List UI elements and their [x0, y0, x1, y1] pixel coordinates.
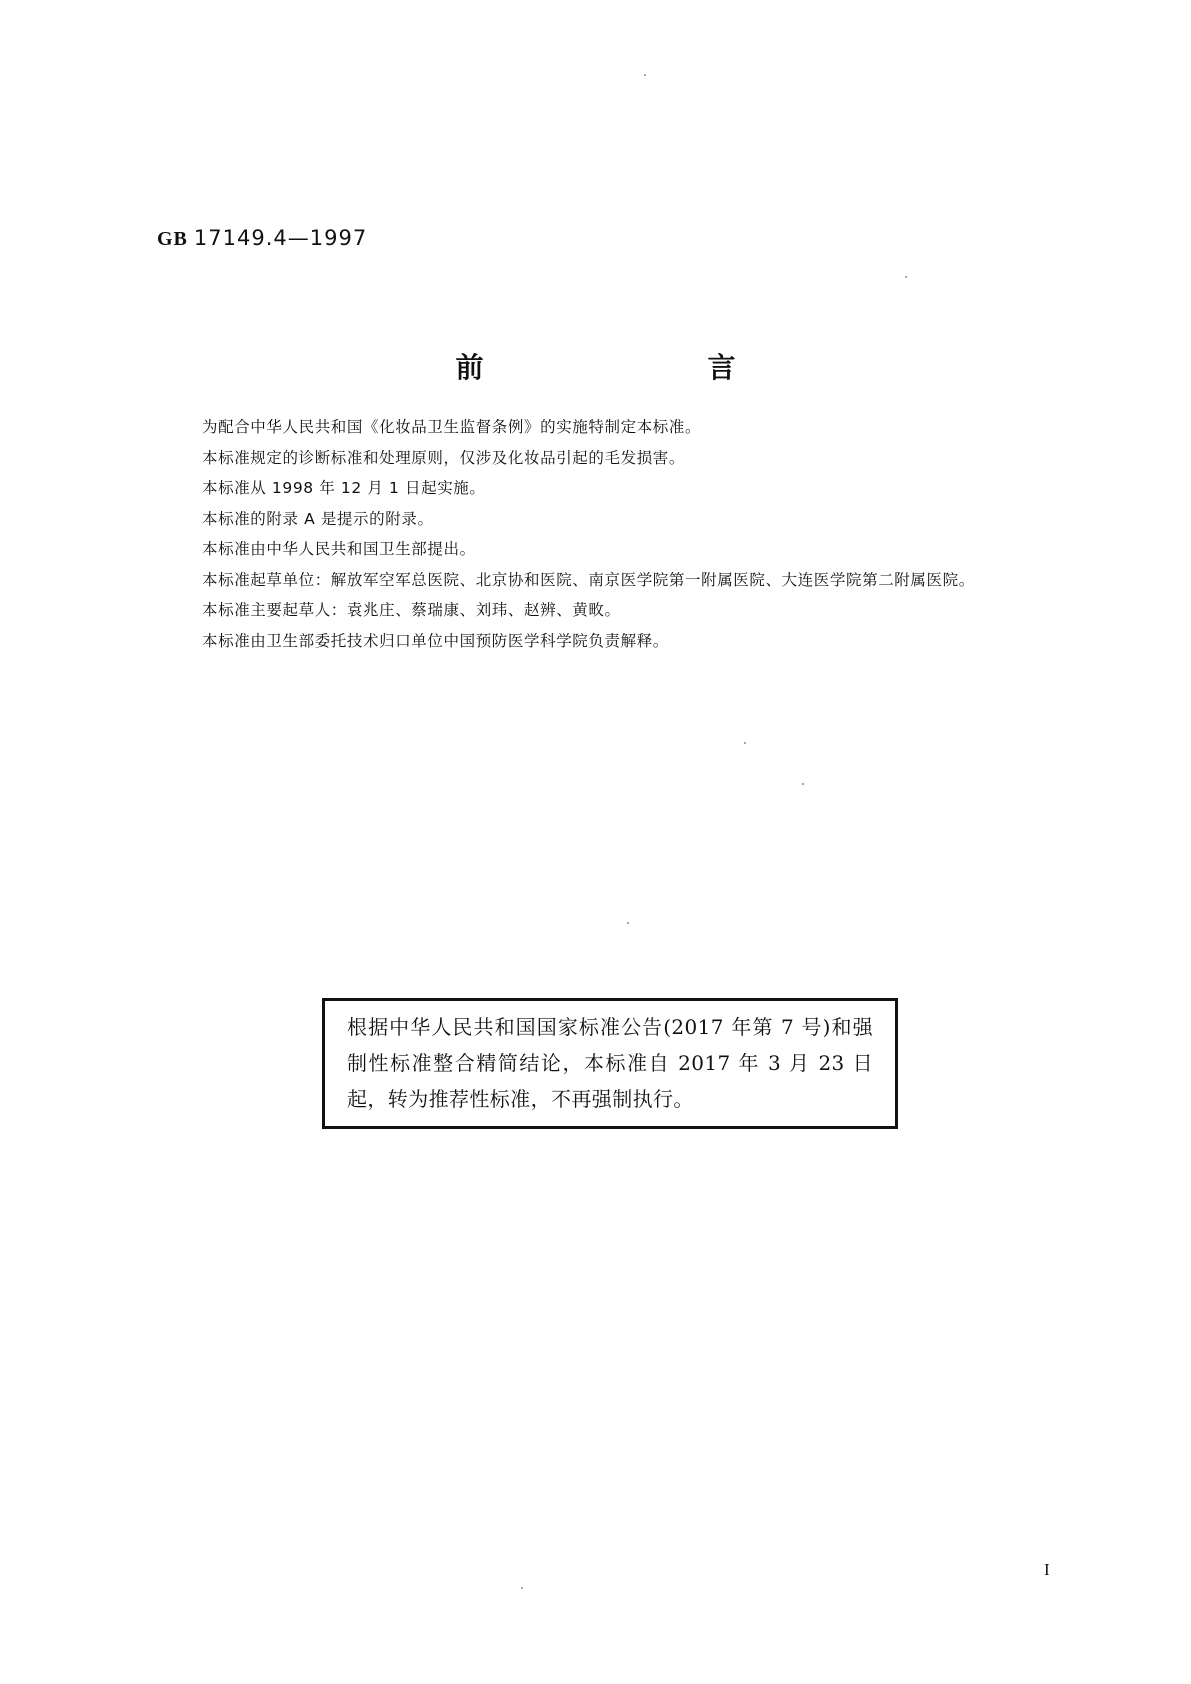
- paragraph: 为配合中华人民共和国《化妆品卫生监督条例》的实施特制定本标准。: [202, 418, 702, 436]
- paragraph: 本标准的附录 A 是提示的附录。: [202, 509, 434, 528]
- standard-code: 17149.4—1997: [193, 226, 368, 250]
- paragraph: 本标准从 1998 年 12 月 1 日起实施。: [202, 479, 486, 497]
- scan-speck: [802, 783, 804, 785]
- scan-speck: [627, 922, 629, 924]
- page-title: 前 言: [455, 351, 792, 384]
- standard-prefix: GB: [157, 228, 188, 250]
- paragraph: 本标准由卫生部委托技术归口单位中国预防医学科学院负责解释。: [202, 631, 669, 650]
- notice-box: [322, 998, 898, 1129]
- notice-text: 根据中华人民共和国国家标准公告(2017 年第 7 号)和强制性标准整合精简结论，本标准自 2017 年 3 月 23 日起，转为推荐性标准，不再强制执行。: [347, 1015, 873, 1111]
- scan-speck: [521, 1587, 523, 1589]
- paragraph: 本标准起草单位：解放军空军总医院、北京协和医院、南京医学院第一附属医院、大连医学院第二附属医院。: [202, 570, 975, 589]
- standard-number: [157, 226, 367, 251]
- paragraph: 本标准规定的诊断标准和处理原则，仅涉及化妆品引起的毛发损害。: [202, 448, 686, 467]
- scan-speck: [905, 276, 907, 278]
- page-number: I: [1044, 1560, 1050, 1579]
- paragraph: 本标准由中华人民共和国卫生部提出。: [202, 540, 476, 558]
- scan-speck: [644, 74, 646, 76]
- paragraph: 本标准主要起草人：袁兆庄、蔡瑞康、刘玮、赵辨、黄畋。: [202, 601, 621, 619]
- scan-speck: [744, 742, 746, 744]
- foreword-body: [157, 412, 1077, 656]
